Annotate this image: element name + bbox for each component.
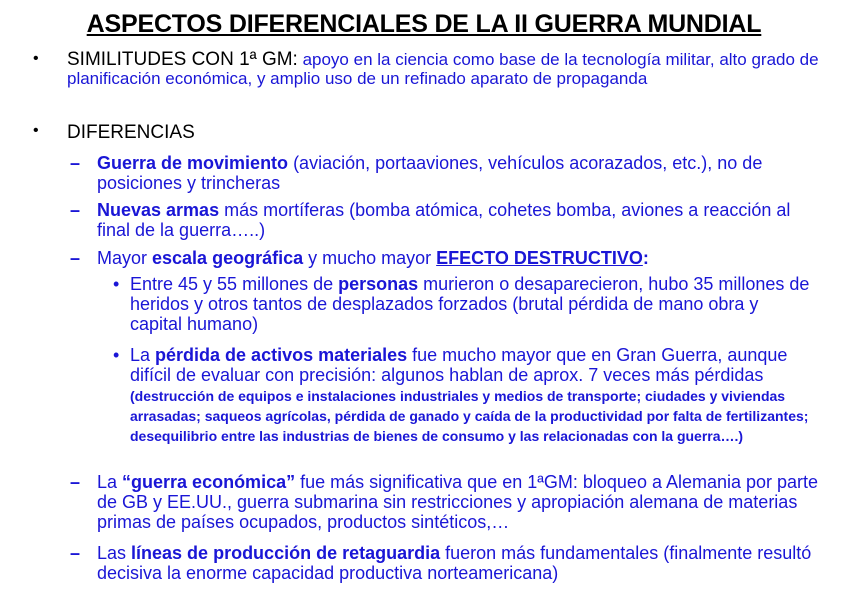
dash-nuevas-armas <box>70 200 820 240</box>
sub-bullet-marker: • <box>113 345 120 365</box>
dash-guerra-movimiento <box>70 153 820 193</box>
dash-escala-geografica <box>70 248 820 268</box>
dash-marker: – <box>70 543 81 563</box>
dash4-bold: “guerra económica” <box>122 472 296 492</box>
dash5-pre: Las <box>97 543 132 563</box>
similitudes-text: apoyo en la ciencia como base de la tecnología militar, alto grado de planificación económica, y amplio uso de un refinado aparato de propaganda <box>67 50 819 88</box>
dash3-bold: escala geográfica <box>152 248 304 268</box>
sub2-pre: La <box>130 345 156 365</box>
dash-marker: – <box>70 248 81 268</box>
slide-title: ASPECTOS DIFERENCIALES DE LA II GUERRA MUNDIAL <box>86 10 762 38</box>
dash1-bold: Guerra de movimiento <box>97 153 289 173</box>
dash-guerra-economica <box>70 472 820 532</box>
sub2-small: (destrucción de equipos e instalaciones industriales y medios de transporte; ciudades y viviendas arrasadas; saqueos agrícolas, pérdida de ganado y caída de la productividad por falta de fertilizantes; desequilibrio entre las industrias de bienes de consumo y las relacionadas con la guerra….) <box>130 388 809 444</box>
dash2-bold: Nuevas armas <box>97 200 220 220</box>
efecto-destructivo: EFECTO DESTRUCTIVO <box>436 248 643 268</box>
dash3-mid: y mucho mayor <box>303 248 437 268</box>
bullet-similitudes <box>33 50 823 88</box>
dash4-text: fue más significativa que en 1ªGM: bloqueo a Alemania por parte de GB y EE.UU., guerra submarina sin restricciones y apropiación alemana de materias primas de países ocupados, productos sintéticos,… <box>97 472 819 532</box>
similitudes-lead: SIMILITUDES CON 1ª GM: <box>67 49 298 70</box>
bullet-diferencias <box>33 122 823 144</box>
dash-marker: – <box>70 200 81 220</box>
sub1-text: murieron o desaparecieron, hubo 35 millones de heridos y otros tantos de desplazados forzados (brutal pérdida de mano obra y capital humano) <box>130 274 810 334</box>
diferencias-lead: DIFERENCIAS <box>67 122 195 143</box>
dash5-bold: líneas de producción de retaguardia <box>131 543 441 563</box>
dash3-pre: Mayor <box>97 248 153 268</box>
sub2-text: fue mucho mayor que en Gran Guerra, aunque difícil de evaluar con precisión: algunos hablan de aprox. 7 veces más pérdidas <box>130 345 788 385</box>
dash-marker: – <box>70 153 81 173</box>
sub2-bold: pérdida de activos materiales <box>155 345 408 365</box>
sub-personas <box>113 274 813 334</box>
sub1-bold: personas <box>338 274 419 294</box>
dash2-text: más mortíferas (bomba atómica, cohetes bomba, aviones a reacción al final de la guerra…..) <box>97 200 791 240</box>
dash-lineas-produccion <box>70 543 820 583</box>
sub-activos-materiales <box>113 345 813 445</box>
dash3-post: : <box>642 248 649 268</box>
dash-marker: – <box>70 472 81 492</box>
dash4-pre: La <box>97 472 123 492</box>
bullet-marker: • <box>33 122 39 139</box>
dash5-text: fueron más fundamentales (finalmente resultó decisiva la enorme capacidad productiva norteamericana) <box>97 543 812 583</box>
bullet-marker: • <box>33 50 39 67</box>
dash1-text: (aviación, portaaviones, vehículos acorazados, etc.), no de posiciones y trincheras <box>97 153 763 193</box>
sub-bullet-marker: • <box>113 274 120 294</box>
sub1-pre: Entre 45 y 55 millones de <box>130 274 339 294</box>
